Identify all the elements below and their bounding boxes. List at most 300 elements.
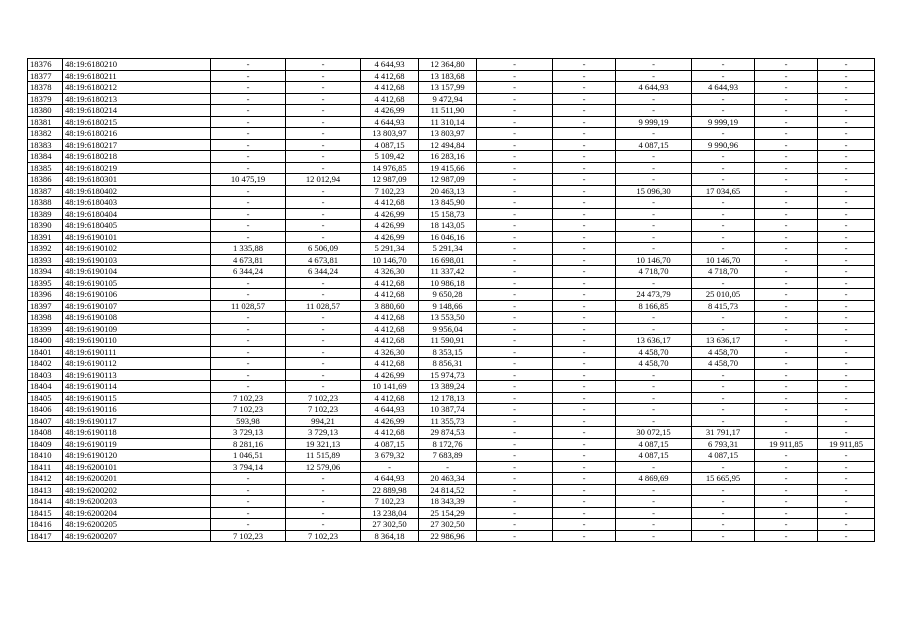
cadastral-number-cell: 48:19:6190111 (63, 346, 211, 358)
value-cell-8: - (553, 151, 616, 163)
value-cell-5: 7 102,23 (361, 185, 419, 197)
value-cell-7: - (477, 162, 553, 174)
value-cell-6: 11 511,90 (419, 105, 477, 117)
value-cell-6: 15 974,73 (419, 369, 477, 381)
row-number-cell: 18392 (28, 243, 63, 255)
value-cell-12: - (818, 93, 875, 105)
value-cell-6: 16 698,01 (419, 254, 477, 266)
value-cell-11: - (755, 519, 818, 531)
value-cell-12: - (818, 151, 875, 163)
value-cell-12: - (818, 392, 875, 404)
value-cell-6: 10 986,18 (419, 277, 477, 289)
table-row (28, 392, 875, 404)
value-cell-8: - (553, 404, 616, 416)
value-cell-12: - (818, 220, 875, 232)
value-cell-8: - (553, 519, 616, 531)
value-cell-10: - (692, 128, 755, 140)
value-cell-11: - (755, 231, 818, 243)
value-cell-12: - (818, 323, 875, 335)
value-cell-4: - (286, 496, 361, 508)
value-cell-7: - (477, 300, 553, 312)
value-cell-4: - (286, 519, 361, 531)
value-cell-10: 4 458,70 (692, 358, 755, 370)
value-cell-4: - (286, 277, 361, 289)
value-cell-3: - (211, 82, 286, 94)
table-row (28, 530, 875, 542)
value-cell-11: - (755, 415, 818, 427)
value-cell-11: - (755, 243, 818, 255)
table-row (28, 404, 875, 416)
table-row (28, 358, 875, 370)
value-cell-4: - (286, 93, 361, 105)
value-cell-7: - (477, 450, 553, 462)
value-cell-10: 4 458,70 (692, 346, 755, 358)
value-cell-10: - (692, 231, 755, 243)
value-cell-9: - (616, 105, 692, 117)
row-number-cell: 18409 (28, 438, 63, 450)
value-cell-4: 6 506,09 (286, 243, 361, 255)
cadastral-number-cell: 48:19:6180403 (63, 197, 211, 209)
value-cell-10: - (692, 197, 755, 209)
value-cell-6: 9 650,28 (419, 289, 477, 301)
row-number-cell: 18406 (28, 404, 63, 416)
value-cell-9: - (616, 404, 692, 416)
value-cell-3: - (211, 277, 286, 289)
value-cell-9: - (616, 484, 692, 496)
value-cell-8: - (553, 496, 616, 508)
value-cell-6: 27 302,50 (419, 519, 477, 531)
value-cell-3: 3 729,13 (211, 427, 286, 439)
value-cell-5: 4 412,68 (361, 427, 419, 439)
value-cell-4: - (286, 381, 361, 393)
value-cell-10: - (692, 220, 755, 232)
value-cell-11: - (755, 197, 818, 209)
row-number-cell: 18382 (28, 128, 63, 140)
value-cell-9: - (616, 461, 692, 473)
cadastral-number-cell: 48:19:6190118 (63, 427, 211, 439)
value-cell-4: - (286, 185, 361, 197)
row-number-cell: 18400 (28, 335, 63, 347)
value-cell-3: - (211, 346, 286, 358)
value-cell-9: - (616, 162, 692, 174)
value-cell-7: - (477, 277, 553, 289)
value-cell-8: - (553, 369, 616, 381)
table-row (28, 323, 875, 335)
value-cell-3: - (211, 369, 286, 381)
value-cell-11: 19 911,85 (755, 438, 818, 450)
value-cell-11: - (755, 277, 818, 289)
value-cell-9: 4 087,15 (616, 450, 692, 462)
value-cell-6: 16 283,16 (419, 151, 477, 163)
value-cell-11: - (755, 404, 818, 416)
value-cell-6: 20 463,13 (419, 185, 477, 197)
row-number-cell: 18402 (28, 358, 63, 370)
value-cell-4: - (286, 139, 361, 151)
value-cell-11: - (755, 335, 818, 347)
value-cell-10: 4 087,15 (692, 450, 755, 462)
value-cell-3: - (211, 220, 286, 232)
table-row (28, 438, 875, 450)
value-cell-4: - (286, 507, 361, 519)
cadastral-number-cell: 48:19:6200202 (63, 484, 211, 496)
value-cell-5: 5 291,34 (361, 243, 419, 255)
value-cell-5: 4 644,93 (361, 59, 419, 71)
value-cell-8: - (553, 59, 616, 71)
value-cell-12: - (818, 139, 875, 151)
cadastral-number-cell: 48:19:6180402 (63, 185, 211, 197)
table-row (28, 70, 875, 82)
value-cell-12: - (818, 346, 875, 358)
value-cell-7: - (477, 185, 553, 197)
value-cell-10: 4 644,93 (692, 82, 755, 94)
value-cell-11: - (755, 59, 818, 71)
value-cell-8: - (553, 185, 616, 197)
value-cell-6: 9 148,66 (419, 300, 477, 312)
value-cell-10: - (692, 70, 755, 82)
value-cell-9: 9 999,19 (616, 116, 692, 128)
value-cell-8: - (553, 116, 616, 128)
value-cell-5: 13 238,04 (361, 507, 419, 519)
table-row (28, 231, 875, 243)
value-cell-8: - (553, 139, 616, 151)
value-cell-9: 4 869,69 (616, 473, 692, 485)
value-cell-5: 14 976,85 (361, 162, 419, 174)
value-cell-7: - (477, 128, 553, 140)
value-cell-5: 22 889,98 (361, 484, 419, 496)
value-cell-5: 4 426,99 (361, 369, 419, 381)
row-number-cell: 18384 (28, 151, 63, 163)
row-number-cell: 18394 (28, 266, 63, 278)
value-cell-3: 11 028,57 (211, 300, 286, 312)
row-number-cell: 18379 (28, 93, 63, 105)
value-cell-6: 13 845,90 (419, 197, 477, 209)
value-cell-11: - (755, 289, 818, 301)
row-number-cell: 18387 (28, 185, 63, 197)
value-cell-5: 4 426,99 (361, 220, 419, 232)
table-row (28, 254, 875, 266)
value-cell-6: 8 172,76 (419, 438, 477, 450)
value-cell-8: - (553, 105, 616, 117)
cadastral-number-cell: 48:19:6190105 (63, 277, 211, 289)
table-row (28, 197, 875, 209)
value-cell-10: 4 718,70 (692, 266, 755, 278)
row-number-cell: 18388 (28, 197, 63, 209)
table-row (28, 266, 875, 278)
table-row (28, 484, 875, 496)
value-cell-12: - (818, 243, 875, 255)
cadastral-number-cell: 48:19:6180214 (63, 105, 211, 117)
value-cell-3: 4 673,81 (211, 254, 286, 266)
value-cell-3: - (211, 185, 286, 197)
value-cell-11: - (755, 369, 818, 381)
table-row (28, 59, 875, 71)
table-row (28, 369, 875, 381)
value-cell-4: - (286, 59, 361, 71)
value-cell-3: 3 794,14 (211, 461, 286, 473)
value-cell-9: - (616, 220, 692, 232)
value-cell-7: - (477, 381, 553, 393)
table-row (28, 346, 875, 358)
row-number-cell: 18390 (28, 220, 63, 232)
value-cell-11: - (755, 427, 818, 439)
value-cell-8: - (553, 277, 616, 289)
cadastral-number-cell: 48:19:6180404 (63, 208, 211, 220)
value-cell-6: 11 310,14 (419, 116, 477, 128)
value-cell-12: - (818, 174, 875, 186)
table-row (28, 496, 875, 508)
value-cell-3: - (211, 93, 286, 105)
value-cell-7: - (477, 139, 553, 151)
value-cell-5: 10 146,70 (361, 254, 419, 266)
cadastral-number-cell: 48:19:6180217 (63, 139, 211, 151)
value-cell-6: - (419, 461, 477, 473)
value-cell-7: - (477, 151, 553, 163)
value-cell-10: - (692, 415, 755, 427)
value-cell-4: - (286, 128, 361, 140)
value-cell-9: 8 166,85 (616, 300, 692, 312)
value-cell-3: - (211, 358, 286, 370)
value-cell-6: 12 494,84 (419, 139, 477, 151)
table-row (28, 427, 875, 439)
value-cell-4: 11 515,89 (286, 450, 361, 462)
value-cell-4: - (286, 473, 361, 485)
value-cell-4: - (286, 358, 361, 370)
value-cell-11: - (755, 220, 818, 232)
row-number-cell: 18386 (28, 174, 63, 186)
value-cell-11: - (755, 507, 818, 519)
table-row (28, 381, 875, 393)
value-cell-6: 9 956,04 (419, 323, 477, 335)
value-cell-9: - (616, 93, 692, 105)
value-cell-6: 13 389,24 (419, 381, 477, 393)
table-row (28, 93, 875, 105)
value-cell-7: - (477, 484, 553, 496)
value-cell-4: 4 673,81 (286, 254, 361, 266)
value-cell-10: 17 034,65 (692, 185, 755, 197)
value-cell-7: - (477, 254, 553, 266)
value-cell-7: - (477, 369, 553, 381)
value-cell-10: 31 791,17 (692, 427, 755, 439)
cadastral-number-cell: 48:19:6190102 (63, 243, 211, 255)
value-cell-6: 9 472,94 (419, 93, 477, 105)
value-cell-5: 4 644,93 (361, 473, 419, 485)
cadastral-number-cell: 48:19:6180219 (63, 162, 211, 174)
value-cell-12: - (818, 450, 875, 462)
value-cell-3: - (211, 139, 286, 151)
table-row (28, 450, 875, 462)
value-cell-8: - (553, 530, 616, 542)
value-cell-7: - (477, 220, 553, 232)
value-cell-11: - (755, 185, 818, 197)
value-cell-11: - (755, 358, 818, 370)
value-cell-7: - (477, 323, 553, 335)
value-cell-11: - (755, 312, 818, 324)
value-cell-4: 3 729,13 (286, 427, 361, 439)
value-cell-10: 9 990,96 (692, 139, 755, 151)
value-cell-11: - (755, 496, 818, 508)
value-cell-12: - (818, 507, 875, 519)
table-row (28, 128, 875, 140)
value-cell-6: 16 046,16 (419, 231, 477, 243)
value-cell-9: - (616, 507, 692, 519)
value-cell-6: 7 683,89 (419, 450, 477, 462)
value-cell-3: - (211, 323, 286, 335)
value-cell-6: 13 803,97 (419, 128, 477, 140)
row-number-cell: 18383 (28, 139, 63, 151)
value-cell-9: 4 718,70 (616, 266, 692, 278)
value-cell-4: - (286, 484, 361, 496)
value-cell-5: 7 102,23 (361, 496, 419, 508)
value-cell-4: 19 321,13 (286, 438, 361, 450)
value-cell-3: 593,98 (211, 415, 286, 427)
value-cell-5: 8 364,18 (361, 530, 419, 542)
value-cell-12: - (818, 496, 875, 508)
cadastral-number-cell: 48:19:6190120 (63, 450, 211, 462)
value-cell-3: 1 046,51 (211, 450, 286, 462)
value-cell-10: - (692, 162, 755, 174)
value-cell-8: - (553, 162, 616, 174)
value-cell-12: - (818, 484, 875, 496)
value-cell-6: 11 590,91 (419, 335, 477, 347)
value-cell-8: - (553, 438, 616, 450)
cadastral-number-cell: 48:19:6190113 (63, 369, 211, 381)
value-cell-5: 27 302,50 (361, 519, 419, 531)
row-number-cell: 18401 (28, 346, 63, 358)
value-cell-12: - (818, 312, 875, 324)
value-cell-10: - (692, 174, 755, 186)
value-cell-9: 24 473,79 (616, 289, 692, 301)
cadastral-number-cell: 48:19:6200205 (63, 519, 211, 531)
value-cell-12: - (818, 300, 875, 312)
value-cell-9: - (616, 519, 692, 531)
value-cell-5: 12 987,09 (361, 174, 419, 186)
value-cell-8: - (553, 507, 616, 519)
table-row (28, 335, 875, 347)
value-cell-6: 15 158,73 (419, 208, 477, 220)
value-cell-6: 20 463,34 (419, 473, 477, 485)
value-cell-4: - (286, 82, 361, 94)
value-cell-12: - (818, 404, 875, 416)
value-cell-11: - (755, 484, 818, 496)
value-cell-6: 11 355,73 (419, 415, 477, 427)
value-cell-9: 15 096,30 (616, 185, 692, 197)
value-cell-9: - (616, 496, 692, 508)
value-cell-10: 13 636,17 (692, 335, 755, 347)
value-cell-8: - (553, 243, 616, 255)
value-cell-3: - (211, 519, 286, 531)
value-cell-6: 5 291,34 (419, 243, 477, 255)
value-cell-10: - (692, 59, 755, 71)
value-cell-5: 4 412,68 (361, 93, 419, 105)
value-cell-5: 4 644,93 (361, 116, 419, 128)
row-number-cell: 18380 (28, 105, 63, 117)
row-number-cell: 18398 (28, 312, 63, 324)
value-cell-7: - (477, 438, 553, 450)
table-row (28, 461, 875, 473)
value-cell-11: - (755, 346, 818, 358)
value-cell-4: - (286, 312, 361, 324)
value-cell-5: 4 412,68 (361, 289, 419, 301)
value-cell-3: - (211, 473, 286, 485)
cadastral-number-cell: 48:19:6190114 (63, 381, 211, 393)
value-cell-5: 3 679,32 (361, 450, 419, 462)
value-cell-5: 4 426,99 (361, 415, 419, 427)
value-cell-3: - (211, 128, 286, 140)
value-cell-7: - (477, 358, 553, 370)
table-row (28, 116, 875, 128)
table-row (28, 277, 875, 289)
value-cell-6: 25 154,29 (419, 507, 477, 519)
value-cell-4: 7 102,23 (286, 404, 361, 416)
value-cell-8: - (553, 220, 616, 232)
value-cell-5: 4 326,30 (361, 346, 419, 358)
value-cell-7: - (477, 346, 553, 358)
value-cell-9: - (616, 530, 692, 542)
value-cell-11: - (755, 208, 818, 220)
value-cell-11: - (755, 300, 818, 312)
value-cell-4: - (286, 346, 361, 358)
row-number-cell: 18381 (28, 116, 63, 128)
value-cell-5: - (361, 461, 419, 473)
row-number-cell: 18389 (28, 208, 63, 220)
value-cell-4: - (286, 162, 361, 174)
value-cell-8: - (553, 128, 616, 140)
table-row (28, 162, 875, 174)
value-cell-3: 6 344,24 (211, 266, 286, 278)
value-cell-3: 7 102,23 (211, 404, 286, 416)
value-cell-9: - (616, 415, 692, 427)
value-cell-9: - (616, 197, 692, 209)
value-cell-3: - (211, 335, 286, 347)
value-cell-12: - (818, 231, 875, 243)
value-cell-5: 4 087,15 (361, 438, 419, 450)
value-cell-10: - (692, 392, 755, 404)
cadastral-number-cell: 48:19:6200204 (63, 507, 211, 519)
value-cell-12: - (818, 197, 875, 209)
cadastral-number-cell: 48:19:6200203 (63, 496, 211, 508)
value-cell-12: - (818, 530, 875, 542)
value-cell-4: - (286, 369, 361, 381)
value-cell-3: - (211, 151, 286, 163)
value-cell-9: - (616, 323, 692, 335)
cadastral-number-cell: 48:19:6190107 (63, 300, 211, 312)
value-cell-7: - (477, 70, 553, 82)
value-cell-10: - (692, 519, 755, 531)
row-number-cell: 18412 (28, 473, 63, 485)
value-cell-6: 10 387,74 (419, 404, 477, 416)
value-cell-9: 13 636,17 (616, 335, 692, 347)
value-cell-10: - (692, 243, 755, 255)
value-cell-9: - (616, 208, 692, 220)
value-cell-8: - (553, 381, 616, 393)
value-cell-12: - (818, 59, 875, 71)
value-cell-8: - (553, 266, 616, 278)
value-cell-7: - (477, 335, 553, 347)
value-cell-8: - (553, 82, 616, 94)
value-cell-5: 4 412,68 (361, 82, 419, 94)
cadastral-number-cell: 48:19:6190116 (63, 404, 211, 416)
value-cell-4: 7 102,23 (286, 392, 361, 404)
value-cell-8: - (553, 346, 616, 358)
value-cell-10: - (692, 369, 755, 381)
row-number-cell: 18408 (28, 427, 63, 439)
cadastral-number-cell: 48:19:6190106 (63, 289, 211, 301)
value-cell-11: - (755, 392, 818, 404)
value-cell-12: - (818, 289, 875, 301)
table-row (28, 105, 875, 117)
value-cell-9: - (616, 231, 692, 243)
cadastral-number-cell: 48:19:6190115 (63, 392, 211, 404)
